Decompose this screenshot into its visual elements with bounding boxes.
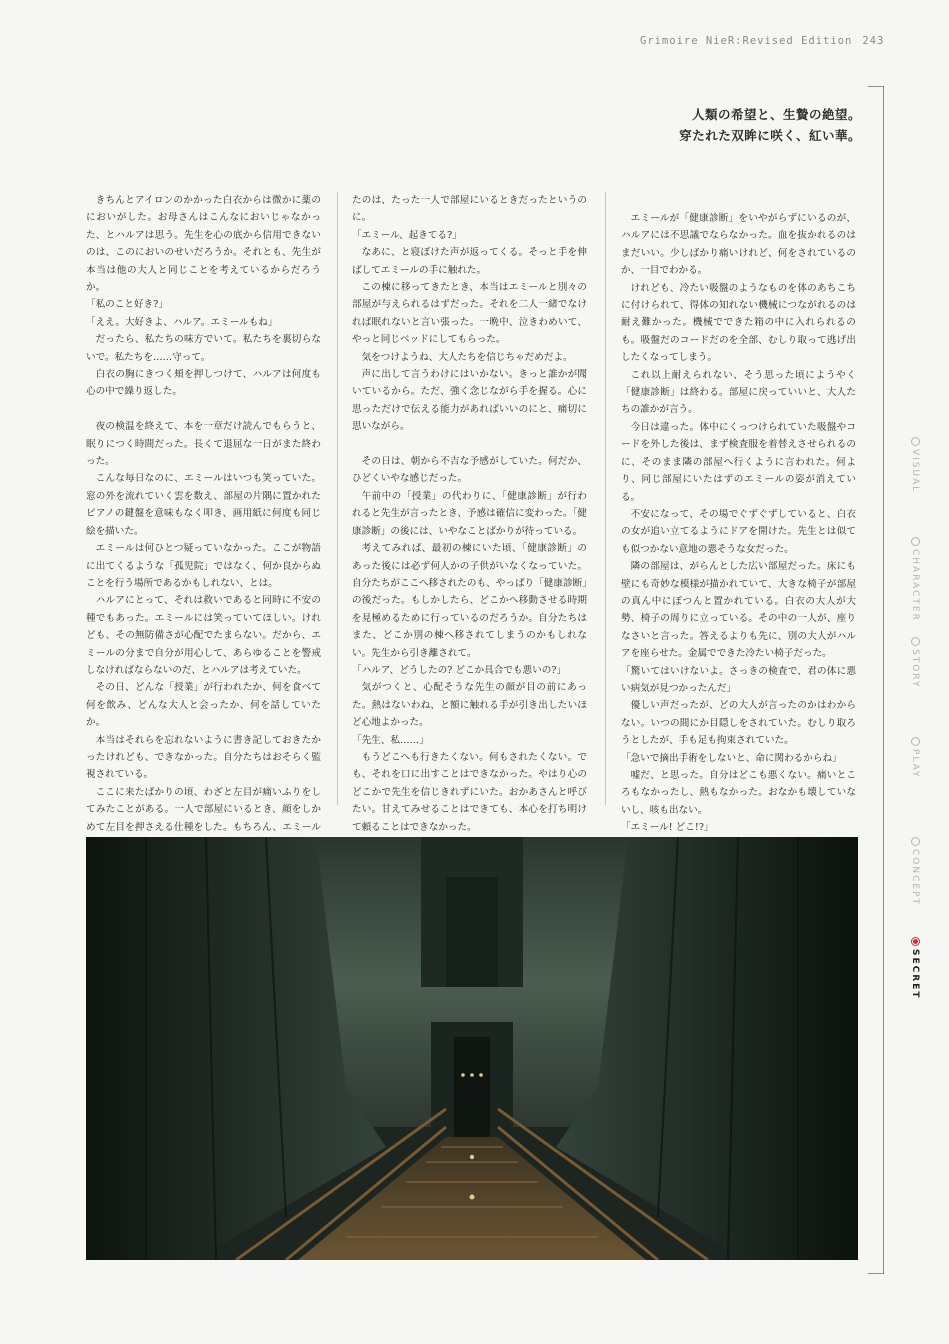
nav-dot-icon xyxy=(911,837,920,846)
nav-label: STORY xyxy=(910,649,920,689)
paragraph: ハルアにとって、それは救いであると同時に不安の種でもあった。エミールには笑っていてほしい。けれども、その無防備さが心配でたまらない。だから、エミールの分まで自分が用心して、あらゆることを警戒しなければならないのだ、とハルアは考えていた。 xyxy=(86,595,321,676)
paragraph: きちんとアイロンのかかった白衣からは微かに薬のにおいがした。お母さんはこんなにおいじゃなかった、とハルアは思う。先生を心の底から信用できないのは、このにおいのせいだろうか。それとも、先生が本当は他の大人と同じことを考えているからだろうか。 xyxy=(86,195,321,294)
paragraph: 「急いで摘出手術をしないと、命に関わるからね」 xyxy=(621,752,842,764)
paragraph: 考えてみれば、最初の棟にいた頃、「健康診断」のあった後には必ず何人かの子供がいなくなっていた。自分たちがここへ移されたのも、やっぱり「健康診断」の後だった。もしかしたら、どこかへ移動させる時期を見極めるために行っているのだろうか。自分たちはまた、どこか別の棟へ移されてしまうのかもしれない。先生から引き離されて。 xyxy=(352,543,587,659)
paragraph: もうどこへも行きたくない。何もされたくない。でも、それを口に出すことはできなかった。やはり心のどこかで先生を信じきれずにいた。おかあさんと呼びたい。甘えてみせることはできても、本心を打ち明けて頼ることはできなかった。 xyxy=(352,751,587,833)
paragraph: 白衣の胸にきつく頬を押しつけて、ハルアは何度も心の中で繰り返した。 xyxy=(86,369,321,398)
section-nav xyxy=(903,425,927,1025)
nav-item-character[interactable] xyxy=(903,525,927,625)
nav-label: CHARACTER xyxy=(910,549,920,622)
nav-dot-icon xyxy=(911,937,920,946)
paragraph: 「ええ。大好きよ、ハルア。エミールもね」 xyxy=(86,316,278,328)
nav-label: CONCEPT xyxy=(910,849,920,906)
paragraph: けれども、冷たい吸盤のようなものを体のあちこちに付けられて、得体の知れない機械につながれるのは耐え難かった。機械でできた箱の中に入れられるのも。吸盤だのコードだのを全部、むしり取って逃げ出したくなってしまう。 xyxy=(621,282,856,364)
corridor-illustration xyxy=(86,837,858,1260)
paragraph: なあに、と寝ぼけた声が返ってくる。そっと手を伸ばしてエミールの手に触れた。 xyxy=(352,247,587,276)
paragraph: たのは、たった一人で部屋にいるときだったというのに。 xyxy=(352,195,587,224)
paragraph-spacer xyxy=(86,401,321,418)
nav-dot-icon xyxy=(911,737,920,746)
nav-dot-icon xyxy=(911,437,920,446)
corridor-scene xyxy=(86,837,858,1260)
book-title: Grimoire NieR:Revised Edition xyxy=(640,35,853,47)
tagline-line-1: 人類の希望と、生贄の絶望。 xyxy=(691,107,861,122)
paragraph: 「驚いてはいけないよ。さっきの検査で、君の体に悪い病気が見つかったんだ」 xyxy=(621,665,856,694)
paragraph: 「エミール、起きてる?」 xyxy=(352,229,462,241)
column-divider xyxy=(605,192,606,805)
nav-dot-icon xyxy=(911,537,920,546)
chapter-tagline xyxy=(679,104,861,146)
paragraph: 「先生、私……」 xyxy=(352,734,429,746)
nav-label: SECRET xyxy=(910,949,920,1000)
page-bracket xyxy=(868,86,884,1274)
paragraph: 本当はそれらを忘れないように書き記しておきたかったけれども、できなかった。自分たちはおそらく監視されている。 xyxy=(86,734,321,781)
paragraph: 嘘だ、と思った。自分はどこも悪くない。痛いところもなかったし、熱もなかった。おなかも壊していないし、咳も出ない。 xyxy=(621,770,856,816)
paragraph: だったら、私たちの味方でいて。私たちを裏切らないで。私たちを……守って。 xyxy=(86,334,321,363)
paragraph: 午前中の「授業」の代わりに、「健康診断」が行われると先生が言ったとき、予感は確信に変わった。「健康診断」の後には、いやなことばかりが待っている。 xyxy=(352,490,587,537)
paragraph: ここに来たばかりの頃、わざと左目が痛いふりをしてみたことがある。一人で部屋にいるとき、顔をしかめて左目を押さえる仕種をした。もちろん、エミール xyxy=(86,786,321,833)
paragraph: エミールが「健康診断」をいやがらずにいるのが、ハルアには不思議でならなかった。血を抜かれるのはまだいい。少しばかり痛いけれど、何をされているのか、一目でわかる。 xyxy=(621,213,856,277)
nav-item-concept[interactable] xyxy=(903,825,927,925)
text-column-3 xyxy=(621,210,856,837)
paragraph: こんな毎日なのに、エミールはいつも笑っていた。窓の外を流れていく雲を数え、部屋の片隅に置かれたピアノの鍵盤を意味もなく叩き、画用紙に何度も同じ絵を描いた。 xyxy=(86,473,321,537)
nav-label: VISUAL xyxy=(910,449,920,494)
nav-item-play[interactable] xyxy=(903,725,927,825)
paragraph: 気をつけようね、大人たちを信じちゃだめだよ。 xyxy=(361,351,573,363)
paragraph: エミールは何ひとつ疑っていなかった。ここが物語に出てくるような「孤児院」ではなく、何か良からぬことを行う場所であるかもしれない、とは。 xyxy=(86,543,321,589)
running-header xyxy=(640,35,885,47)
paragraph: 「私のこと好き?」 xyxy=(86,299,168,311)
column-divider xyxy=(337,192,338,805)
paragraph: 今日は違った。体中にくっつけられていた吸盤やコードを外した後は、まず検査服を着替えさせられるのに、そのまま隣の部屋へ行くように言われた。何より、同じ部屋にいたはずのエミールの姿が消えている。 xyxy=(621,421,856,503)
paragraph-spacer xyxy=(352,436,587,453)
paragraph: 夜の検温を終えて、本を一章だけ読んでもらうと、眠りにつく時間だった。長くて退屈な一日がまた終わった。 xyxy=(86,421,321,468)
nav-item-visual[interactable] xyxy=(903,425,927,525)
paragraph: 優しい声だったが、どの大人が言ったのかはわからない。いつの間にか目隠しをされていた。むしり取ろうとしたが、手も足も拘束されていた。 xyxy=(621,700,856,747)
page-number: 243 xyxy=(862,35,885,47)
text-column-2 xyxy=(352,192,587,836)
paragraph: この棟に移ってきたとき、本当はエミールと別々の部屋が与えられるはずだった。それを二人一緒でなければ眠れないと言い張った。一晩中、泣きわめいて、やっと同じベッドにしてもらった。 xyxy=(352,282,587,346)
nav-label: PLAY xyxy=(910,749,920,779)
paragraph: 隣の部屋は、がらんとした広い部屋だった。床にも壁にも奇妙な模様が描かれていて、大きな椅子が部屋の真ん中にぽつんと置かれている。白衣の大人が大勢、椅子の周りに立っている。その中の一人が、座りなさいと言った。答えるよりも先に、別の大人がハルアを座らせた。金属でできた冷たい椅子だった。 xyxy=(621,561,856,660)
nav-dot-icon xyxy=(911,637,920,646)
nav-item-secret[interactable] xyxy=(903,925,927,1025)
paragraph: 「エミール! どこ!?」 xyxy=(621,822,714,834)
paragraph: 気がつくと、心配そうな先生の顔が目の前にあった。熱はないわね、と額に触れる手が引き出したいほど心地よかった。 xyxy=(352,682,587,729)
tagline-line-2: 穿たれた双眸に咲く、紅い華。 xyxy=(679,128,861,143)
paragraph: その日は、朝から不吉な予感がしていた。何だか、ひどくいやな感じだった。 xyxy=(352,456,587,485)
text-column-1 xyxy=(86,192,321,888)
paragraph: 「ハルア、どうしたの? どこか具合でも悪いの?」 xyxy=(352,664,567,676)
paragraph: これ以上耐えられない、そう思った頃にようやく「健康診断」は終わる。部屋に戻っていいと、大人たちの誰かが言う。 xyxy=(621,369,856,416)
paragraph: 声に出して言うわけにはいかない。きっと誰かが聞いているから。ただ、強く念じながら手を握る。心に思っただけで伝える能力があればいいのにと、痛切に思いながら。 xyxy=(352,369,587,433)
paragraph: その日、どんな「授業」が行われたか、何を食べて何を飲み、どんな大人と会ったか、何を話していたか。 xyxy=(86,682,321,729)
paragraph: 不安になって、その場でぐずぐずしていると、白衣の女が追い立てるようにドアを開けた。先生とは似ても似つかない意地の悪そうな女だった。 xyxy=(621,508,856,555)
nav-item-story[interactable] xyxy=(903,625,927,725)
